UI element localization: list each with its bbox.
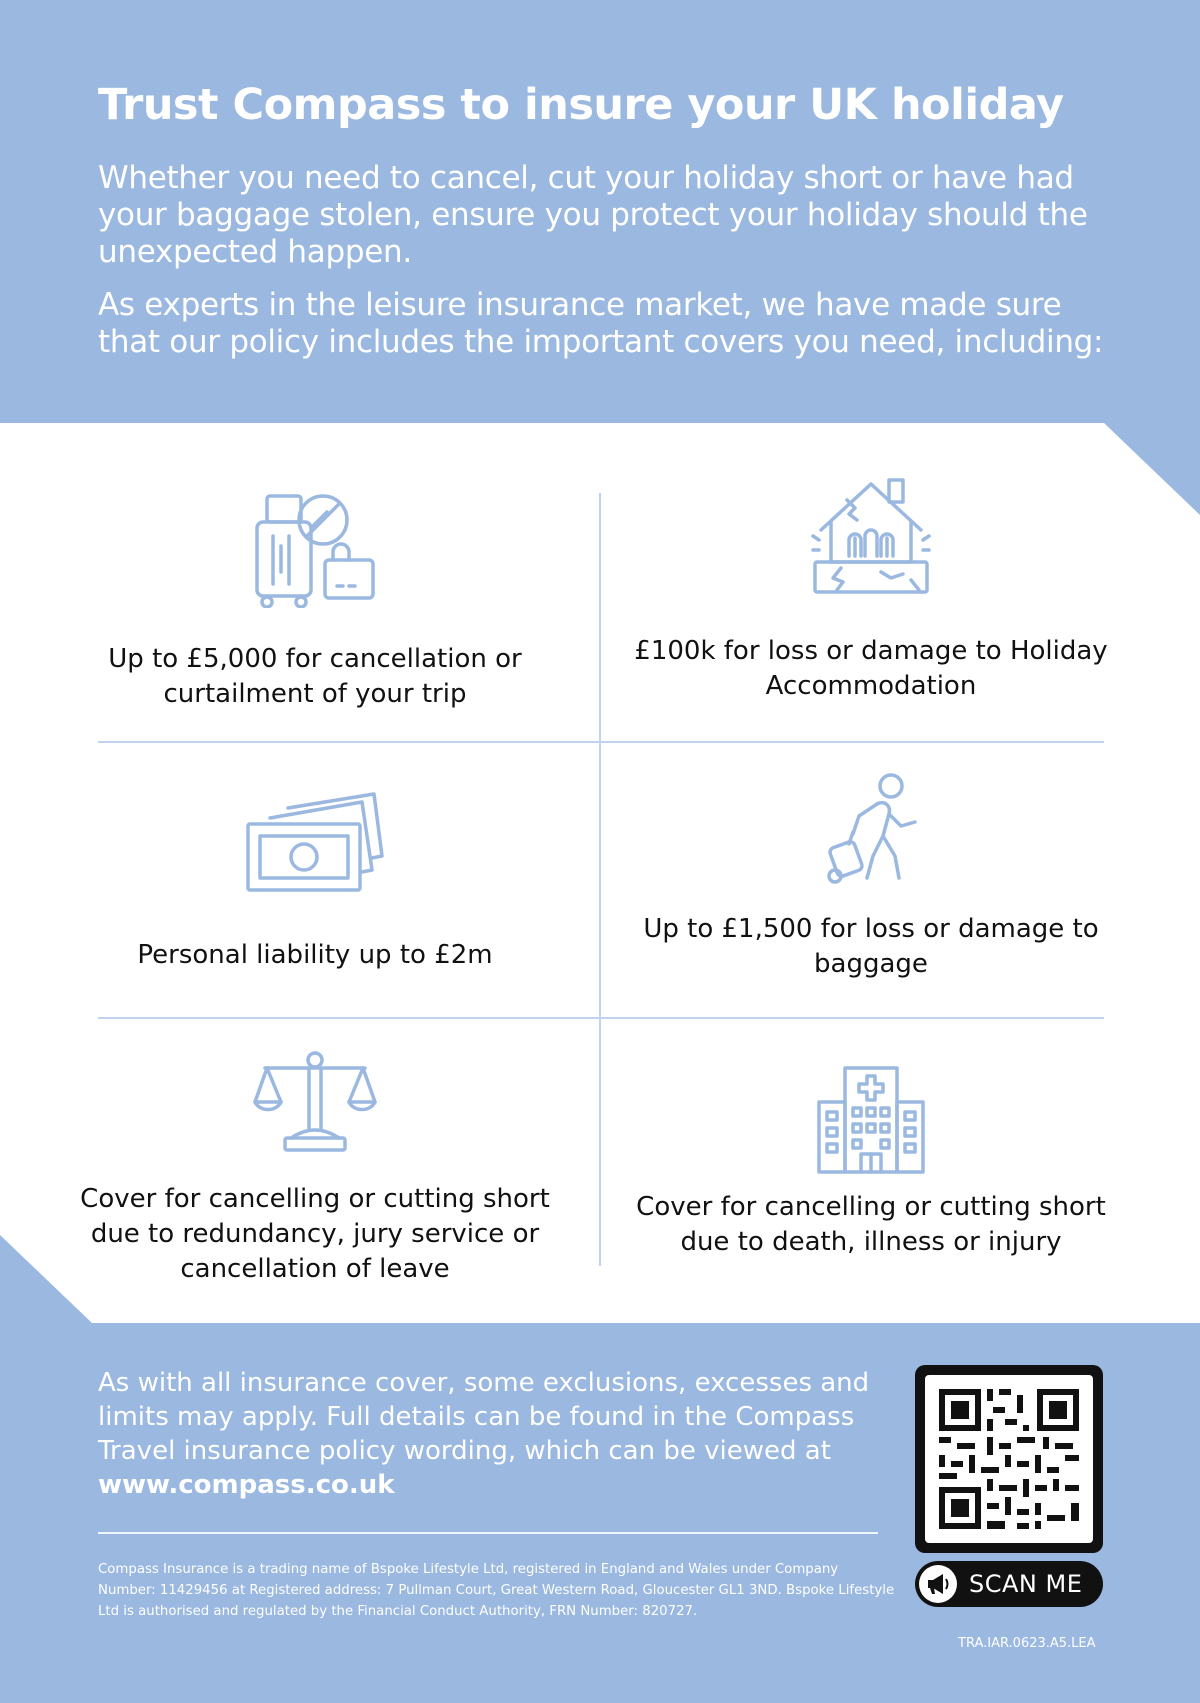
intro-paragraph: Whether you need to cancel, cut your holiday short or have had your baggage stolen, ensure you protect your holiday should the unexpected happen. <box>98 160 1088 270</box>
grid-divider-vertical <box>599 493 601 1266</box>
traveller-with-suitcase-icon <box>819 772 923 884</box>
legal-notice: Compass Insurance is a trading name of Bspoke Lifestyle Ltd, registered in England and Wales under Company Number: 11429456 at Registered address: 7 Pullman Court, Great Western Road, Gloucester GL1 3ND. Bspoke Lifestyle Ltd is authorised and regulated by the Financial Conduct Authority, FRN Number: 820727. <box>98 1562 895 1619</box>
cover-label: £100k for loss or damage to Holiday Accommodation <box>634 636 1108 701</box>
disclaimer-body: As with all insurance cover, some exclusions, excesses and limits may apply. Full details can be found in the Compass Travel insurance policy wording, which can be viewed at <box>98 1368 870 1466</box>
cover-cancellation <box>75 492 555 712</box>
cover-label: Cover for cancelling or cutting short due to redundancy, jury service or cancellation of leave <box>80 1184 550 1284</box>
cover-redundancy <box>75 1050 555 1287</box>
cover-label: Personal liability up to £2m <box>137 940 493 970</box>
megaphone-icon <box>919 1565 957 1603</box>
qr-code-image <box>925 1375 1093 1543</box>
scan-me-button[interactable] <box>915 1561 1103 1607</box>
cover-label: Cover for cancelling or cutting short due to death, illness or injury <box>636 1192 1106 1257</box>
header-section <box>98 78 1118 361</box>
cover-label: Up to £5,000 for cancellation or curtailment of your trip <box>108 644 522 709</box>
grid-divider-horizontal <box>98 741 1104 743</box>
qr-pattern <box>925 1375 1093 1543</box>
hospital-icon <box>815 1066 927 1176</box>
qr-code[interactable] <box>915 1365 1103 1553</box>
banknotes-icon <box>244 790 386 894</box>
luggage-icon <box>253 492 377 608</box>
footer-divider <box>98 1532 878 1534</box>
website-link[interactable]: www.compass.co.uk <box>98 1470 395 1500</box>
scales-of-justice-icon <box>253 1050 377 1154</box>
cover-illness <box>631 1066 1111 1260</box>
disclaimer-text <box>98 1366 878 1502</box>
page-title: Trust Compass to insure your UK holiday <box>98 80 1064 130</box>
intro-paragraph-covers: As experts in the leisure insurance market, we have made sure that our policy includes the important covers you need, including: <box>98 287 1104 360</box>
cover-accommodation <box>631 476 1111 704</box>
cover-label: Up to £1,500 for loss or damage to baggage <box>643 914 1099 979</box>
grid-divider-horizontal <box>98 1017 1104 1019</box>
document-reference: TRA.IAR.0623.A5.LEA <box>958 1636 1096 1651</box>
cover-personal-liability <box>75 790 555 973</box>
damaged-house-icon <box>811 476 931 596</box>
cover-baggage <box>631 772 1111 982</box>
scan-me-label: SCAN ME <box>969 1570 1083 1598</box>
